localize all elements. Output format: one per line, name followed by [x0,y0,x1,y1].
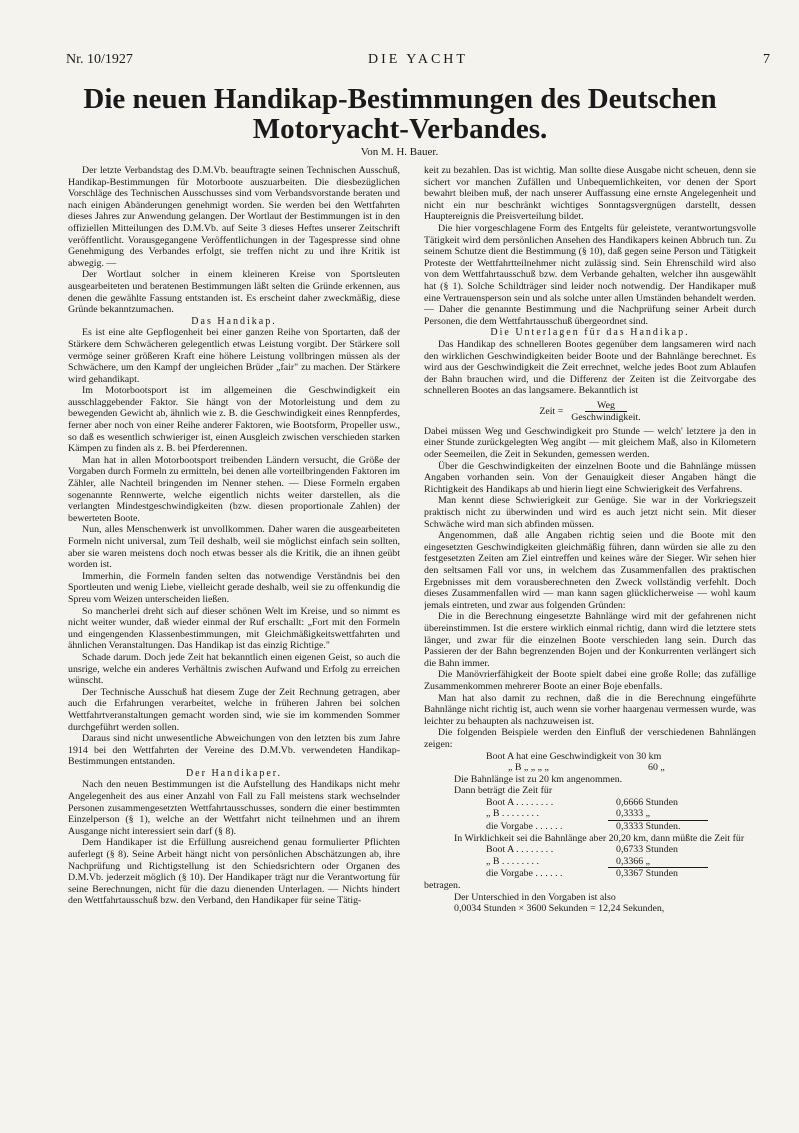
example-text: „ B „ „ „ „ [508,762,549,774]
paragraph: Man hat in allen Motorbootsport treibenden Ländern versucht, die Größe der Vorgaben durch Formeln zu ermitteln, bei denen alle vorteilbringenden Faktoren im Zähler, alle Nachteil bringenden im Nenner stehen. — Diese Formeln ergaben sogenannte Rennwerte, welche eigentlich nichts weiter darstellen, als die verlangten Mindestgeschwindigkeiten (bzw. diesen proportionale Zahlen) der bewerteten Boote. [68,454,400,524]
example-line [424,833,756,845]
example-calculation [424,751,756,915]
paragraph: So mancherlei dreht sich auf dieser schönen Welt im Kreise, und so nimmt es nicht weiter wunder, daß wieder einmal der Ruf erschallt: „Fort mit den Formeln und eingengenden Klassenbestimmungen, mit Gleichmäßigkeitswettfahrten und ähnlichen Veranstaltungen. Das Handikap ist das einzig Richtige." [68,605,400,652]
page-number: 7 [763,52,770,67]
example-line [424,868,756,880]
paragraph: Es ist eine alte Gepflogenheit bei einer ganzen Reihe von Sportarten, daß der Stärkere dem Schwächeren gelegentlich etwas Leistung vorgibt. Der Stärkere soll vermöge seiner größeren Kraft eine höhere Leistung vollbringen müssen als der Schwächere, um den Kampf der ungleichen Brüder „fair" zu machen. Der Stärkere wird gehandikapt. [68,327,400,385]
example-line [424,785,756,797]
paragraph: Dem Handikaper ist die Erfüllung ausreichend genau formulierter Pflichten auferlegt (§ 8). Seine Arbeit hängt nicht von persönlichen Abschätzungen ab, ihre Nachprüfung und Richtigstellung ist den Schiedsrichtern oder Organen des D.M.Vb. jederzeit möglich (§ 10). Der Handikaper trägt nur die Verantwortung für seine Berechnungen, nicht für die dazu dienenden Unterlagen. — Nichts hindert den Wettfahrtausschuß bzw. den Verband, den Handikaper für seine Tätig- [68,837,400,907]
example-text: Der Unterschied in den Vorgaben ist also [454,891,616,903]
formula-lhs: Zeit = [539,406,564,418]
example-line [424,774,756,786]
right-column [424,165,756,1095]
paragraph: Die Manövrierfähigkeit der Boote spielt dabei eine große Rolle; das zufällige Zusammenkommen mehrerer Boote an einer Boje ebenfalls. [424,669,756,692]
example-text: Die Bahnlänge ist zu 20 km angenommen. [454,773,623,785]
example-line [424,844,756,856]
paragraph: Schade darum. Doch jede Zeit hat bekanntlich einen eigenen Geist, so auch die unsrige, welche ein anderes Verhältnis zwischen Aufwand und Erfolg zu erreichen wünscht. [68,651,400,687]
example-line [424,762,756,774]
paragraph: Angenommen, daß alle Angaben richtig seien und die Boote mit den eingesetzten Geschwindigkeiten gleichmäßig führen, dann würden sie alle zu den festgesetzten Zeiten am Ziel eintreffen und keines wäre der Sieger. Wir sehen hier den seltsamen Fall vor uns, in welchem das Zusammenfallen des praktischen Ergebnisses mit dem vorausberechneten den Zweck vollständig verfehlt. Doch dieses Zusammenfallen wird — man kann sagen glücklicherweise — wohl kaum jemals eintreten, und zwar aus folgenden Gründen: [424,530,756,611]
example-line [424,903,756,915]
example-label: Boot A . . . . . . . . [486,844,554,856]
paragraph: Nach den neuen Bestimmungen ist die Aufstellung des Handikaps nicht mehr Angelegenheit des aus einer Anzahl von Fall zu Fall meistens stark wechselnder Personen zusammengesetzten Wettfahrtausschusses, sondern die einer bestimmten Einzelperson (§ 1), welche an der Wettfahrt nicht teilnehmen und an ihrem Ausgange nicht interessiert sein darf (§ 8). [68,779,400,837]
formula-fraction [571,400,640,424]
section-heading: Das Handikap. [191,315,277,327]
time-formula [424,400,756,424]
paragraph: Dabei müssen Weg und Geschwindigkeit pro Stunde — welch' letztere ja den in einer Stunde zurückgelegten Weg angibt — mit gleichem Maß, also in Kilometern oder Seemeilen, die Zeit in Sekunden, gemessen werden. [424,425,756,461]
paragraph: Daraus sind nicht unwesentliche Abweichungen von den letzten bis zum Jahre 1914 bei den Wettfahrten der Vereine des D.M.Vb. verwendeten Handikap-Bestimmungen entstanden. [68,733,400,768]
section-heading: Die Unterlagen für das Handikap. [490,327,690,339]
paragraph: Die hier vorgeschlagene Form des Entgelts für geleistete, verantwortungsvolle Tätigkeit wird dem persönlichen Ansehen des Handikapers keinen Abbruch tun. Zu seinem Schutze dient die Bestimmung (§ 10), daß gegen seine Person und Tätigkeit Proteste der Wettfahrtteilnehmer nicht zulässig sind. Sein Ehrenschild wird also von dem Wettfahrtausschuß bzw. dem Verbande gehalten, welcher ihn ausgewählt hat (§ 1). Solche Schildträger sind leider noch notwendig. Der Handikaper muß eine Vertrauensperson sein und als solche unter allen Umständen behandelt werden. — Daher die genannte Bestimmung und die Nachprüfung seiner Arbeit durch Personen, die dem Wettfahrtausschuß übergeordnet sind. [424,222,756,327]
example-text: Boot A hat eine Geschwindigkeit von 30 km [486,750,662,762]
example-text: In Wirklichkeit sei die Bahnlänge aber 20,20 km, dann müßte die Zeit für [454,832,745,844]
formula-numerator: Weg [585,400,627,412]
paragraph: Man hat also damit zu rechnen, daß die in die Berechnung eingeführte Bahnlänge nicht richtig ist, auch wenn sie vorher haargenau vermessen wurde, was leichter zu behaupten als nachzuweisen ist. [424,692,756,727]
paragraph: Die in die Berechnung eingesetzte Bahnlänge wird mit der gefahrenen nicht übereinstimmen. Ist die erstere wirklich einmal richtig, dann wird die letztere stets länger, und zwar für die einzelnen Boote verschieden lang sein. Durch das Passieren der der Bahn begrenzenden Bojen und der Konkurrenten verlängert sich die Bahn immer. [424,611,756,669]
example-line [424,808,756,820]
article-byline: Von M. H. Bauer. [360,146,439,158]
left-column [68,165,400,1095]
example-text: Dann beträgt die Zeit für [454,785,553,797]
paragraph: Der letzte Verbandstag des D.M.Vb. beauftragte seinen Technischen Ausschuß, Handikap-Bestimmungen für Motorboote auszuarbeiten. Die diesbezüglichen Vorschläge des Technischen Ausschusses sind vom Verbandsvorstande beraten und nach einigen Abänderungen genehmigt worden. Sie werden bei den Wettfahrten dieses Jahres zur Anwendung gelangen. Der Wortlaut der Bestimmungen ist in den offiziellen Mitteilungen des D.M.Vb. auf Seite 3 dieses Heftes unserer Zeitschrift veröffentlicht. Vorausgegangene Veröffentlichungen in der Tagespresse sind ohne Genehmigung des Verbandes erfolgt, sie treffen nicht zu und ihre Kritik ist abwegig. — [68,165,400,269]
example-value: 0,6733 Stunden [616,844,678,856]
issue-number: Nr. 10/1927 [66,52,133,67]
example-line [424,797,756,809]
paragraph: Man kennt diese Schwierigkeit zur Genüge. Sie war in der Vorkriegszeit praktisch nicht zu überwinden und wird es auch jetzt nicht sein. Mit dieser Schwäche wird man sich abfinden müssen. [424,495,756,530]
example-value: 0,3367 Stunden [616,868,678,880]
paragraph: Der Technische Ausschuß hat diesem Zuge der Zeit Rechnung getragen, aber auch die Erfahrungen verarbeitet, welche in früheren Jahren bei solchen Wettfahrtveranstaltungen gemacht worden sind, wie sie im kommenden Sommer durchgeführt werden sollen. [68,686,400,733]
example-label: Boot A . . . . . . . . [486,796,554,808]
magazine-name: DIE YACHT [368,52,468,67]
example-label: die Vorgabe . . . . . . [486,821,563,833]
example-label: die Vorgabe . . . . . . [486,868,563,880]
paragraph: Nun, alles Menschenwerk ist unvollkommen. Daher waren die ausgearbeiteten Formeln nicht universal, zum Teil deshalb, weil sie möglichst einfach sein sollten, aber sie waren meistens doch noch etwas besser als die Kritik, die an ihnen geübt worden ist. [68,524,400,571]
paragraph: Über die Geschwindigkeiten der einzelnen Boote und die Bahnlänge müssen Angaben vorhanden sein. Von der Genauigkeit dieser Angaben hängt die Richtigkeit des Handikaps ab und hierin liegt eine Schwierigkeit des Verfahrens. [424,460,756,495]
paragraph: Das Handikap des schnelleren Bootes gegenüber dem langsameren wird nach den wirklichen Geschwindigkeiten beider Boote und der Bahnlänge berechnet. Es wird aus der Geschwindigkeit die Zeit errechnet, welche jedes Boot zum Ablaufen der Bahn brauchen wird, und die Differenz der Zeiten ist die Zeitvorgabe des schnelleren Bootes an das langsamere. Bekanntlich ist [424,338,756,397]
article-title: Die neuen Handikap-Bestimmungen des Deutschen Motoryacht-Verbandes. [83,83,717,145]
example-line [424,856,756,868]
paragraph: Die folgenden Beispiele werden den Einfluß der verschiedenen Bahnlängen zeigen: [424,727,756,750]
example-line [424,880,756,892]
example-line [424,821,756,833]
example-line [424,751,756,763]
example-text: 0,0034 Stunden × 3600 Sekunden = 12,24 Sekunden, [454,903,665,915]
paragraph: Im Motorbootsport ist im allgemeinen die Geschwindigkeit ein ausschlaggebender Faktor. Sie hängt von der Motorleistung und dem zu bewegenden Gewicht ab, ähnlich wie z. B. die Geschwindigkeit eines Rennpferdes, ferner aber noch von einer Reihe anderer Faktoren, wie Bootsform, Propeller usw., so daß es wesentlich schwieriger ist, einen Ausgleich zwischen verschieden starken Kämpen zu finden als z. B. bei Pferderennen. [68,385,400,455]
paragraph: keit zu bezahlen. Das ist wichtig. Man sollte diese Ausgabe nicht scheuen, denn sie sichert vor manchen Zufällen und Unbequemlichkeiten, vor denen der Sport bewahrt bleiben muß, der nach unserer Auffassung eine ernste Angelegenheit und nicht ein nur beschränkt wichtiges Sonntagsvergnügen darstellt, dessen Hauptereignis die Preisverteilung bildet. [424,165,756,223]
example-text: betragen. [424,880,461,892]
example-value: 0,6666 Stunden [616,796,678,808]
example-value: 0,3333 Stunden. [616,821,681,833]
example-line [424,892,756,904]
running-header [66,52,770,70]
example-value: 0,3366 „ [616,855,651,867]
formula-denominator: Geschwindigkeit. [571,411,641,423]
paragraph: Immerhin, die Formeln fanden selten das notwendige Verständnis bei den Sportleuten und wenig Liebe, vielleicht gerade deshalb, weil sie zu offenkundig die Spreu vom Weizen unterscheiden ließen. [68,570,400,605]
example-value: 0,3333 „ [616,808,651,820]
section-heading: Der Handikaper. [185,767,283,779]
example-value: 60 „ [648,762,665,774]
example-label: „ B . . . . . . . . [486,855,539,867]
example-label: „ B . . . . . . . . [486,808,539,820]
paragraph: Der Wortlaut solcher in einem kleineren Kreise von Sportsleuten ausgearbeiteten und beratenen Bestimmungen läßt selten die Gründe erkennen, aus denen die gewählte Fassung entstanden ist. Es erscheint daher zweckmäßig, diese Gründe bekanntzumachen. [68,269,400,316]
